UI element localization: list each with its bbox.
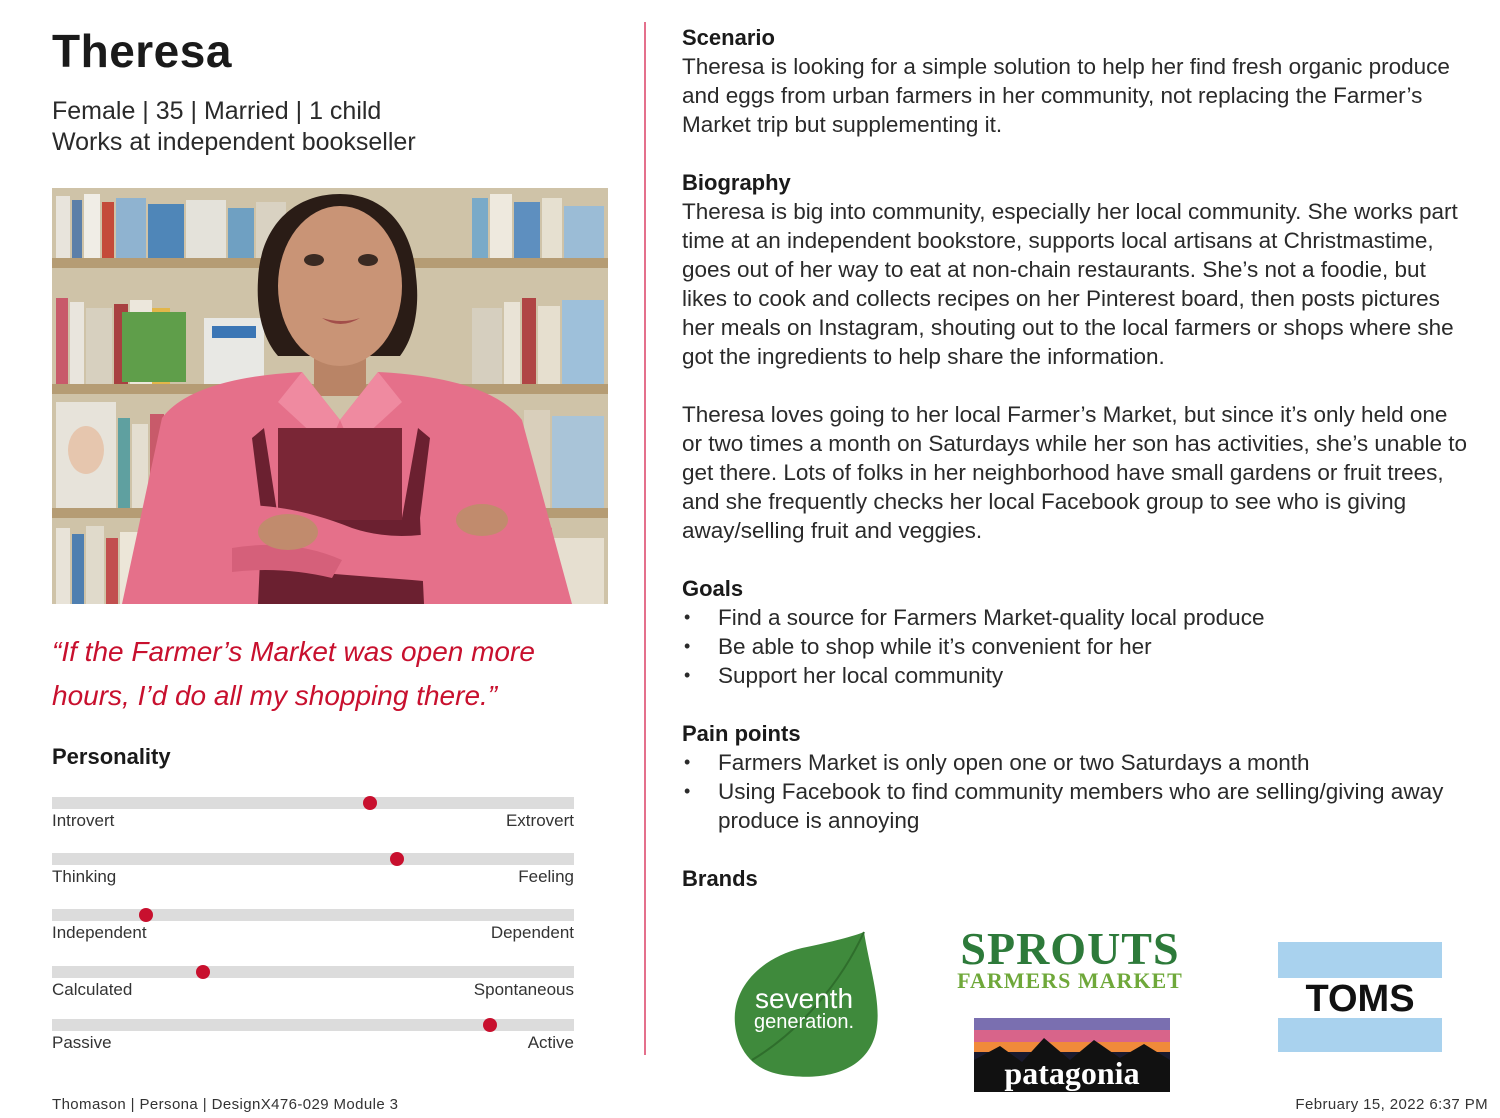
trait-label-right: Extrovert (505, 811, 574, 830)
slider-track (52, 853, 574, 865)
seventh-generation-logo (735, 932, 878, 1077)
persona-occupation: Works at independent bookseller (52, 128, 416, 156)
persona-details (682, 24, 1472, 893)
seventh-line1: seventh (754, 983, 854, 1014)
patagonia-logo (974, 1018, 1170, 1092)
sprouts-logo (957, 923, 1183, 993)
goals-list (682, 603, 1472, 690)
column-divider (644, 22, 646, 1055)
scenario-title: Scenario (682, 25, 775, 50)
list-item: • Using Facebook to find community members who are selling/giving away produce is annoying (682, 777, 1472, 835)
trait-slider-thinking-feeling (52, 853, 574, 893)
list-item: • Find a source for Farmers Market-quality local produce (682, 603, 1472, 632)
personality-title: Personality (52, 744, 171, 769)
brands-title: Brands (682, 866, 758, 891)
trait-label-right: Active (527, 1033, 574, 1052)
trait-slider-passive-active (52, 1019, 574, 1059)
trait-label-left: Independent (52, 923, 147, 942)
patagonia-name: patagonia (1004, 1055, 1140, 1091)
slider-marker (390, 852, 404, 866)
trait-slider-introvert-extrovert (52, 797, 574, 837)
toms-logo (1278, 942, 1442, 1052)
trait-slider-independent-dependent (52, 909, 574, 949)
slider-marker (139, 908, 153, 922)
brands-section (682, 865, 1472, 893)
slider-track (52, 797, 574, 809)
brand-logos (682, 920, 1472, 1100)
sprouts-tagline: FARMERS MARKET (957, 968, 1183, 993)
trait-label-right: Feeling (518, 867, 574, 886)
slider-track (52, 909, 574, 921)
trait-label-left: Introvert (52, 811, 115, 830)
trait-slider-calculated-spontaneous (52, 966, 574, 1006)
toms-name: TOMS (1305, 978, 1415, 1020)
footer-credit: Thomason | Persona | DesignX476-029 Module 3 (52, 1096, 399, 1113)
scenario-text: Theresa is looking for a simple solution to help her find fresh organic produce and eggs from urban farmers in her community, not replacing the Farmer’s Market trip but supplementing it. (682, 54, 1450, 137)
pain-points-title: Pain points (682, 721, 801, 746)
list-item: • Be able to shop while it’s convenient for her (682, 632, 1472, 661)
slider-track (52, 966, 574, 978)
scenario-section (682, 24, 1472, 139)
biography-title: Biography (682, 170, 791, 195)
list-item: • Support her local community (682, 661, 1472, 690)
trait-label-left: Calculated (52, 980, 133, 999)
goals-title: Goals (682, 576, 744, 601)
persona-quote: “If the Farmer’s Market was open more hours, I’d do all my shopping there.” (52, 636, 535, 711)
pain-points-list (682, 748, 1472, 835)
goals-section (682, 575, 1472, 690)
trait-label-left: Passive (52, 1033, 112, 1052)
biography-paragraph-2: Theresa loves going to her local Farmer’s Market, but since it’s only held one or two times a month on Saturdays while her son has activities, she’s unable to get there. Lots of folks in her neighborhood have small gardens or fruit trees, and she frequently checks her local Facebook group to see who is giving away/selling fruit and veggies. (682, 402, 1467, 543)
persona-summary (52, 96, 416, 158)
trait-label-right: Dependent (490, 923, 574, 942)
persona-photo (52, 188, 608, 604)
list-item: • Farmers Market is only open one or two Saturdays a month (682, 748, 1472, 777)
footer-timestamp: February 15, 2022 6:37 PM (1295, 1096, 1488, 1113)
persona-name: Theresa (52, 25, 232, 77)
biography-paragraph-1: Theresa is big into community, especially her local community. She works part time at an independent bookstore, supports local artisans at Christmastime, goes out of her way to eat at non-chain restaurants. She’s not a foodie, but likes to cook and collects recipes on her Pinterest board, then posts pictures her meals on Instagram, shouting out to the local farmers or shops where she got the ingredients to help share the information. (682, 199, 1458, 369)
persona-demographics: Female | 35 | Married | 1 child (52, 97, 382, 125)
pain-points-section (682, 720, 1472, 835)
biography-section (682, 169, 1472, 545)
trait-label-right: Spontaneous (473, 980, 574, 999)
trait-label-left: Thinking (52, 867, 117, 886)
seventh-line2: generation. (753, 1011, 855, 1033)
sprouts-name: SPROUTS (960, 923, 1180, 974)
